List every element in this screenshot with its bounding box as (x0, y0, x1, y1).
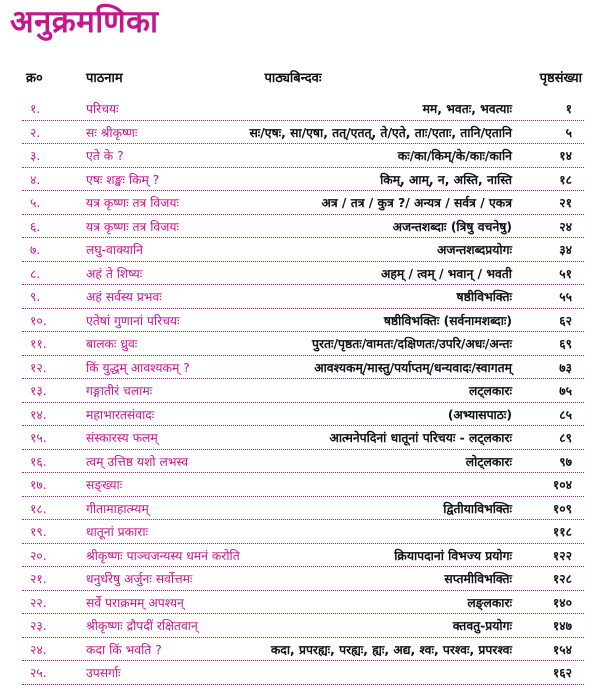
lesson-name: महाभारतसंवादः (86, 407, 155, 422)
lesson-name: धातूनां प्रकाराः (86, 525, 148, 539)
lesson-name: गङ्गातीरं चलामः (86, 384, 153, 398)
row-number: २१. (30, 572, 47, 586)
header-number: क्र० (26, 71, 43, 86)
row-divider (22, 543, 584, 544)
row-number: ४. (30, 172, 41, 187)
row-number: ९. (30, 290, 41, 304)
lesson-topics: सः/एषः, सा/एषा, तत्/एतत्, ते/एते, ताः/एताः, तानि/एतानि (249, 125, 512, 140)
lesson-topics: षष्ठीविभक्तिः (सर्वनामशब्दाः) (383, 313, 512, 328)
row-divider (22, 637, 584, 638)
row-number: १८. (30, 501, 47, 516)
row-divider (22, 684, 584, 685)
table-header (0, 68, 600, 94)
lesson-topics: क्रियापदानां विभज्य प्रयोगः (394, 548, 512, 563)
lesson-name: एषः शङ्खः किम् ? (86, 172, 160, 187)
row-number: २. (30, 125, 41, 140)
table-row[interactable] (0, 98, 600, 122)
lesson-topics: कदा, प्रपरह्यः, परह्यः, ह्यः, अद्य, श्वः, परश्वः, प्रपरश्वः (270, 642, 512, 657)
row-divider (22, 143, 584, 144)
page-number: १२८ (552, 572, 572, 586)
page-number: १ (565, 102, 572, 116)
page-number: १०४ (552, 478, 572, 492)
page-number: १८ (559, 172, 572, 187)
page-number: ७५ (559, 384, 572, 398)
lesson-name: अहं सर्वस्य प्रभवः (86, 290, 162, 304)
row-divider (22, 566, 584, 567)
lesson-topics: षष्ठीविभक्तिः (456, 290, 512, 304)
lesson-topics: अत्र / तत्र / कुत्र ?/ अन्यत्र / सर्वत्र / एकत्र (321, 196, 512, 210)
lesson-topics: लोट्लकारः (465, 454, 512, 469)
table-row[interactable] (0, 521, 600, 545)
row-divider (22, 378, 584, 379)
row-number: २३. (30, 619, 47, 633)
row-divider (22, 331, 584, 332)
table-row[interactable] (0, 263, 600, 287)
row-divider (22, 402, 584, 403)
lesson-topics: पुरतः/पृष्ठतः/वामतः/दक्षिणतः/उपरि/अधः/अन्तः (311, 337, 512, 351)
row-number: १. (30, 102, 41, 116)
row-divider (22, 167, 584, 168)
table-row[interactable] (0, 498, 600, 522)
header-page-number: पृष्ठसंख्या (539, 71, 582, 86)
lesson-name: यत्र कृष्णः तत्र विजयः (86, 219, 179, 234)
row-divider (22, 261, 584, 262)
page-title: अनुक्रमणिका (10, 4, 159, 40)
page-number: १४७ (552, 619, 572, 633)
row-number: २२. (30, 595, 47, 610)
table-row[interactable] (0, 122, 600, 146)
table-row[interactable] (0, 239, 600, 263)
lesson-topics: लट्लकारः (468, 384, 512, 398)
row-divider (22, 613, 584, 614)
table-row[interactable] (0, 310, 600, 334)
lesson-name: श्रीकृष्णः द्रौपदीं रक्षितवान् (86, 619, 198, 633)
lesson-name: त्वम् उत्तिष्ठ यशो लभस्व (86, 454, 189, 469)
row-divider (22, 425, 584, 426)
page-number: २४ (559, 219, 572, 234)
row-number: २५. (30, 666, 47, 680)
lesson-topics: आत्मनेपदिनां धातूनां परिचयः - लट्लकारः (329, 431, 512, 445)
lesson-name: एतेषां गुणानां परिचयः (86, 313, 180, 328)
row-number: १७. (30, 478, 47, 492)
table-row[interactable] (0, 169, 600, 193)
table-row[interactable] (0, 216, 600, 240)
table-row[interactable] (0, 286, 600, 310)
lesson-name: सः श्रीकृष्णः (86, 125, 138, 140)
lesson-topics: क्तवतु-प्रयोगः (452, 619, 512, 633)
page-number: ८९ (559, 431, 572, 445)
row-number: २४. (30, 642, 47, 657)
lesson-topics: किम्, आम्, न, अस्ति, नास्ति (380, 172, 512, 187)
table-row[interactable] (0, 427, 600, 451)
row-divider (22, 120, 584, 121)
lesson-name: अहं ते शिष्यः (86, 266, 143, 281)
row-divider (22, 190, 584, 191)
row-number: १४. (30, 407, 47, 422)
table-row[interactable] (0, 615, 600, 639)
row-divider (22, 519, 584, 520)
row-number: १०. (30, 313, 47, 328)
page-number: २१ (559, 196, 572, 210)
row-number: ११. (30, 337, 47, 351)
lesson-topics: मम, भवतः, भवत्याः (422, 102, 512, 116)
header-topics: पाठ्यबिन्दवः (264, 71, 322, 86)
lesson-name: सर्वे पराक्रमम् अपश्यन् (86, 595, 184, 610)
table-row[interactable] (0, 145, 600, 169)
lesson-name: बालकः ध्रुवः (86, 337, 138, 351)
row-number: ५. (30, 196, 41, 210)
table-row[interactable] (0, 568, 600, 592)
page-number: १५४ (552, 642, 572, 657)
lesson-topics: द्वितीयाविभक्तिः (443, 501, 512, 516)
page-number: ५ (565, 125, 572, 140)
row-divider (22, 355, 584, 356)
page-number: ५१ (559, 266, 572, 281)
lesson-topics: कः/का/किम्/के/काः/कानि (397, 149, 512, 163)
row-divider (22, 237, 584, 238)
lesson-name: परिचयः (86, 102, 119, 116)
page-number: ५५ (559, 290, 572, 304)
lesson-name: उपसर्गाः (86, 666, 121, 680)
row-number: ३. (30, 149, 41, 163)
lesson-name: संस्कारस्य फलम् (86, 431, 158, 445)
row-number: ६. (30, 219, 41, 234)
lesson-name: किं युद्धम् आवश्यकम् ? (86, 360, 190, 375)
page-number: १४० (552, 595, 572, 610)
lesson-name: कदा किं भवति ? (86, 642, 162, 657)
table-row[interactable] (0, 404, 600, 428)
row-number: १९. (30, 525, 47, 539)
lesson-topics: अहम् / त्वम् / भवान् / भवती (380, 266, 512, 281)
row-number: १२. (30, 360, 47, 375)
page-number: ८५ (559, 407, 572, 422)
page-number: १२२ (552, 548, 572, 563)
row-divider (22, 284, 584, 285)
lesson-topics: अजन्तशब्दप्रयोगः (436, 243, 512, 257)
row-number: २०. (30, 548, 47, 563)
page-number: ३४ (559, 243, 572, 257)
table-row[interactable] (0, 451, 600, 475)
row-divider (22, 496, 584, 497)
row-divider (22, 472, 584, 473)
table-row[interactable] (0, 192, 600, 216)
page-number: ७३ (559, 360, 572, 375)
row-number: ८. (30, 266, 41, 281)
row-divider (22, 308, 584, 309)
lesson-name: लघु-वाक्यानि (86, 243, 143, 257)
table-row[interactable] (0, 357, 600, 381)
row-divider (22, 590, 584, 591)
header-lesson-name: पाठनाम (86, 71, 123, 86)
page-number: १६२ (552, 666, 572, 680)
page-number: ६९ (559, 337, 572, 351)
lesson-topics: आवश्यकम्/मास्तु/पर्याप्तम्/धन्यवादः/स्वागतम् (314, 360, 512, 375)
table-row[interactable] (0, 474, 600, 498)
lesson-topics: लङ्लकारः (467, 595, 512, 610)
row-divider (22, 449, 584, 450)
row-number: १५. (30, 431, 47, 445)
lesson-name: श्रीकृष्णः पाञ्चजन्यस्य धमनं करोति (86, 548, 240, 563)
lesson-name: धनुर्धरेषु अर्जुनः सर्वोत्तमः (86, 572, 193, 586)
row-number: १६. (30, 454, 47, 469)
lesson-topics: (अभ्यासपाठः) (447, 407, 512, 422)
page-number: ६२ (559, 313, 572, 328)
contents-list (0, 98, 600, 686)
table-row[interactable] (0, 662, 600, 686)
page-number: ११८ (552, 525, 572, 539)
table-row[interactable] (0, 592, 600, 616)
table-row[interactable] (0, 380, 600, 404)
table-row[interactable] (0, 333, 600, 357)
page-number: १०९ (552, 501, 572, 516)
table-row[interactable] (0, 639, 600, 663)
lesson-name: एते के ? (86, 149, 124, 163)
lesson-name: सङ्ख्याः (86, 478, 123, 492)
row-divider (22, 660, 584, 661)
lesson-name: यत्र कृष्णः तत्र विजयः (86, 196, 179, 210)
table-row[interactable] (0, 545, 600, 569)
lesson-name: गीतामाहात्म्यम् (86, 501, 149, 516)
row-number: ७. (30, 243, 41, 257)
row-number: १३. (30, 384, 47, 398)
lesson-topics: अजन्तशब्दाः (त्रिषु वचनेषु) (392, 219, 512, 234)
row-divider (22, 214, 584, 215)
page-number: ९७ (559, 454, 572, 469)
lesson-topics: सप्तमीविभक्तिः (444, 572, 512, 586)
page-number: १४ (559, 149, 572, 163)
